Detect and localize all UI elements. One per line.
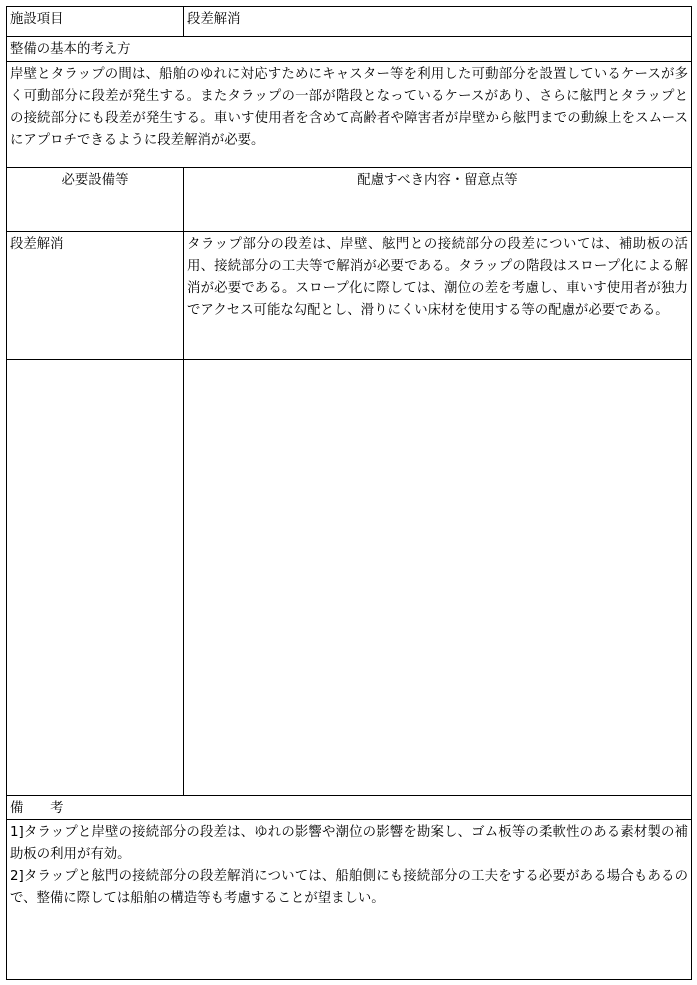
remarks-note-1: 1]タラップと岸壁の接続部分の段差は、ゆれの影響や潮位の影響を勘案し、ゴム板等の柔軟性のある素材製の補助板の利用が有効。	[10, 825, 688, 862]
facility-item-row	[7, 7, 691, 37]
table-row	[7, 232, 691, 360]
facility-item-label: 施設項目	[7, 7, 184, 36]
equipment-cell	[7, 360, 184, 795]
concept-body-cell	[7, 62, 691, 167]
table-header-row	[7, 168, 691, 232]
concept-heading: 整備の基本的考え方	[10, 42, 131, 57]
remarks-body-cell	[7, 820, 691, 979]
facility-item-value: 段差解消	[187, 12, 241, 27]
concept-body-row	[7, 62, 691, 168]
column-header-considerations: 配慮すべき内容・留意点等	[357, 173, 518, 188]
equipment-cell: 段差解消	[7, 232, 184, 359]
remarks-heading: 備 考	[10, 801, 64, 816]
remarks-heading-row	[7, 796, 691, 820]
considerations-cell	[184, 360, 691, 795]
concept-heading-row	[7, 37, 691, 62]
concept-body: 岸壁とタラップの間は、船舶のゆれに対応すためにキャスター等を利用した可動部分を設置しているケースが多く可動部分に段差が発生する。またタラップの一部が階段となっているケースがあり、さらに舷門とタラップとの接続部分にも段差が発生する。車いす使用者を含めて高齢者や障害者が岸壁から舷門までの動線上をスムースにアプロチできるように段差解消が必要。	[10, 67, 688, 148]
remarks-body-row	[7, 820, 691, 979]
considerations-cell: タラップ部分の段差は、岸壁、舷門との接続部分の段差については、補助板の活用、接続部分の工夫等で解消が必要である。タラップの階段はスロープ化による解消が必要である。スロープ化に際しては、潮位の差を考慮し、車いす使用者が独力でアクセス可能な勾配とし、滑りにくい床材を使用する等の配慮が必要である。	[187, 237, 688, 318]
column-header-equipment: 必要設備等	[7, 168, 184, 231]
remarks-note-2: 2]タラップと舷門の接続部分の段差解消については、船舶側にも接続部分の工夫をする必要がある場合もあるので、整備に際しては船舶の構造等も考慮することが望ましい。	[10, 869, 688, 906]
considerations-cell-wrap	[184, 232, 691, 359]
facility-sheet	[6, 6, 692, 980]
table-row	[7, 360, 691, 796]
